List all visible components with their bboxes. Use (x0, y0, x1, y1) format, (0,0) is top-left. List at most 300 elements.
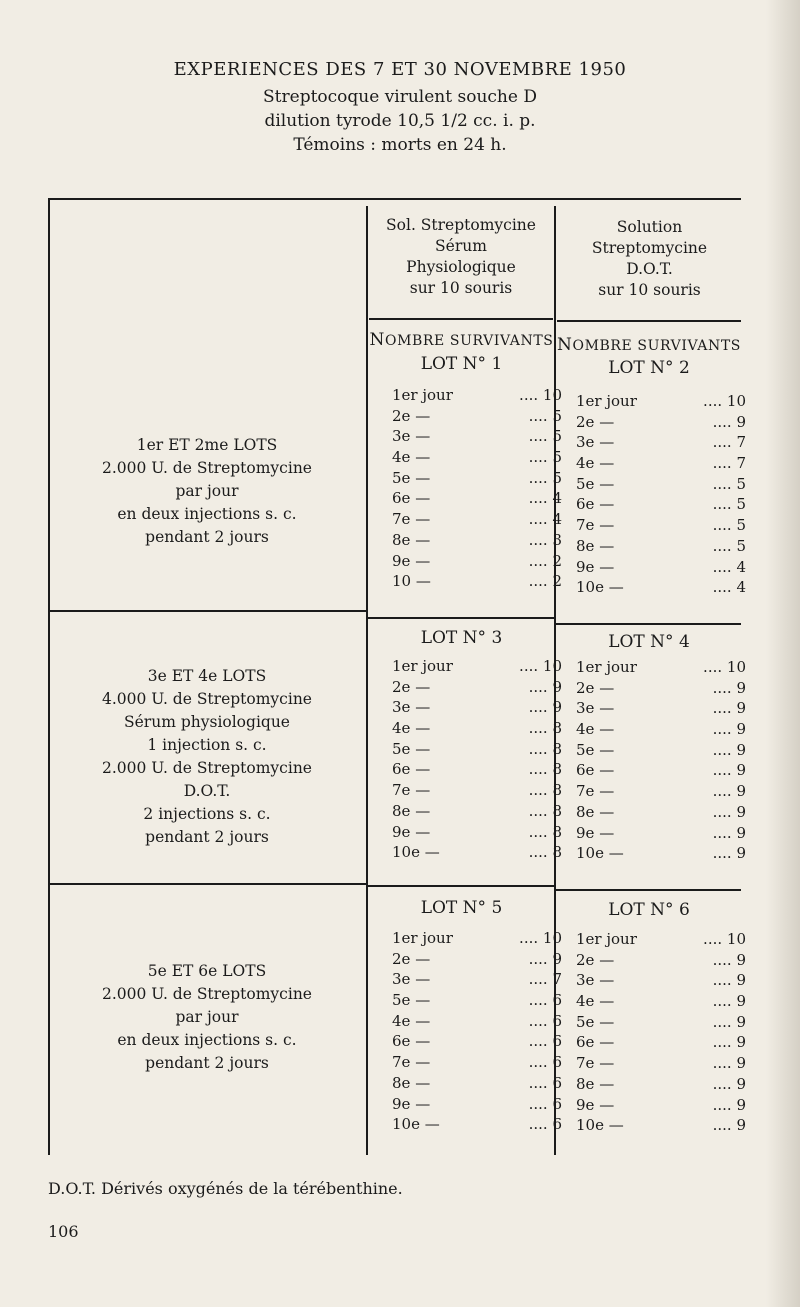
group-desc-line: 2.000 U. de Streptomycine (102, 759, 312, 777)
leader-dots: .... (528, 781, 548, 800)
survivor-count: 9 (736, 1054, 746, 1073)
day-row (392, 822, 562, 843)
lot-3-days (392, 656, 562, 863)
group-desc-line: 5e ET 6e LOTS (147, 962, 267, 980)
group-2-description (48, 665, 366, 849)
leader-dots: .... (712, 495, 732, 514)
column-header-line: Streptomycine (591, 239, 708, 257)
day-label: 10e — (576, 1116, 624, 1135)
leader-dots: .... (528, 1115, 548, 1134)
leader-dots: .... (712, 454, 732, 473)
day-label: 9e — (392, 551, 431, 570)
day-label: 8e — (576, 536, 615, 555)
group-rule-1-mid (368, 617, 554, 619)
day-label: 9e — (576, 823, 615, 842)
ns-rest: OMBRE SURVIVANTS (572, 338, 741, 354)
day-label: 1er jour (392, 386, 453, 404)
day-row (576, 412, 746, 433)
leader-dots: .... (528, 719, 548, 738)
day-label: 6e — (576, 495, 615, 514)
leader-dots: .... (528, 677, 548, 696)
leader-dots: .... (712, 740, 732, 759)
survivor-count: 5 (736, 495, 746, 514)
day-label: 6e — (576, 1033, 615, 1052)
day-label: 7e — (576, 516, 615, 535)
day-row (576, 823, 746, 844)
lot-2-days (576, 391, 746, 598)
day-row (576, 536, 746, 557)
group-desc-line: pendant 2 jours (145, 1054, 269, 1072)
survivor-count: 9 (736, 802, 746, 821)
day-label: 6e — (392, 1032, 431, 1051)
lot-title: LOT N° 2 (608, 358, 690, 378)
survivor-count: 8 (552, 843, 562, 862)
column-header-line: Sérum (435, 237, 487, 255)
survivor-count: 4 (736, 578, 746, 597)
survivor-count: 10 (726, 930, 746, 948)
survivor-count: 9 (736, 1012, 746, 1031)
leader-dots: .... (712, 1012, 732, 1031)
survivor-count: 6 (552, 1094, 562, 1113)
column-header-serum (370, 215, 552, 299)
group-desc-line: 4.000 U. de Streptomycine (102, 690, 312, 708)
day-label: 1er jour (576, 658, 637, 676)
day-row (576, 970, 746, 991)
survivor-count: 9 (736, 699, 746, 718)
day-label: 2e — (576, 678, 615, 697)
day-label: 9e — (392, 822, 431, 841)
survivor-count: 9 (736, 720, 746, 739)
survivor-count: 4 (552, 510, 562, 529)
day-label: 10e — (392, 1115, 440, 1134)
group-desc-line: 3e ET 4e LOTS (147, 667, 267, 685)
survivor-count: 8 (552, 760, 562, 779)
day-row (576, 1095, 746, 1116)
group-desc-line: 2 injections s. c. (143, 805, 271, 823)
survivor-count: 7 (736, 433, 746, 452)
survivor-count: 7 (736, 454, 746, 473)
day-label: 6e — (392, 489, 431, 508)
day-row (392, 780, 562, 801)
day-row (392, 385, 562, 406)
day-label: 2e — (392, 677, 431, 696)
survivor-count: 5 (552, 448, 562, 467)
day-row (576, 950, 746, 971)
experiment-title: EXPERIENCES DES 7 ET 30 NOVEMBRE 1950 (173, 59, 627, 80)
survivor-count: 8 (552, 719, 562, 738)
survivor-count: 5 (552, 468, 562, 487)
leader-dots: .... (528, 572, 548, 591)
day-row (392, 677, 562, 698)
leader-dots: .... (712, 678, 732, 697)
day-row (576, 453, 746, 474)
ns-cap: N (557, 335, 573, 355)
leader-dots: .... (528, 949, 548, 968)
day-label: 7e — (392, 510, 431, 529)
day-row (576, 494, 746, 515)
day-label: 3e — (392, 427, 431, 446)
survivor-count: 9 (736, 1074, 746, 1093)
group-1-description (48, 434, 366, 549)
column-header-line: Sol. Streptomycine (386, 216, 536, 234)
day-row (392, 1094, 562, 1115)
leader-dots: .... (712, 536, 732, 555)
day-label: 3e — (392, 698, 431, 717)
column-header-dot (558, 217, 741, 301)
ns-cap: N (369, 330, 386, 350)
day-label: 4e — (392, 448, 431, 467)
group-desc-line: 2.000 U. de Streptomycine (102, 985, 312, 1003)
group-rule-1-right (556, 623, 741, 625)
survivor-count: 9 (736, 782, 746, 801)
day-label: 5e — (392, 991, 431, 1010)
day-label: 2e — (576, 950, 615, 969)
leader-dots: .... (519, 657, 539, 675)
survivor-count: 4 (736, 557, 746, 576)
day-row (392, 656, 562, 677)
leader-dots: .... (703, 392, 723, 410)
leader-dots: .... (712, 1074, 732, 1093)
leader-dots: .... (528, 1032, 548, 1051)
leader-dots: .... (712, 1033, 732, 1052)
group-desc-line: pendant 2 jours (145, 828, 269, 846)
leader-dots: .... (528, 406, 548, 425)
leader-dots: .... (712, 950, 732, 969)
day-label: 3e — (392, 970, 431, 989)
day-label: 6e — (576, 761, 615, 780)
lot-title: LOT N° 5 (420, 898, 503, 918)
page-edge-shadow (766, 0, 800, 1307)
day-row (392, 509, 562, 530)
column-header-line: D.O.T. (626, 260, 673, 278)
survivor-count: 9 (736, 761, 746, 780)
day-label: 8e — (392, 1073, 431, 1092)
survivor-count: 9 (736, 844, 746, 863)
day-label: 4e — (576, 992, 615, 1011)
leader-dots: .... (528, 1073, 548, 1092)
day-label: 4e — (576, 720, 615, 739)
leader-dots: .... (528, 448, 548, 467)
survivor-count: 6 (552, 1053, 562, 1072)
group-rule-1-left (48, 610, 367, 612)
column-header-line: sur 10 souris (409, 279, 513, 297)
day-row (576, 781, 746, 802)
leader-dots: .... (712, 1116, 732, 1135)
day-row (392, 530, 562, 551)
survivor-count: 8 (552, 781, 562, 800)
leader-dots: .... (528, 843, 548, 862)
lot-4-days (576, 657, 746, 864)
day-row (576, 698, 746, 719)
table-top-rule (48, 198, 741, 200)
lot-title: LOT N° 3 (420, 628, 503, 648)
group-rule-2-left (48, 883, 367, 885)
day-row (392, 406, 562, 427)
survivor-count: 6 (552, 1011, 562, 1030)
nombre-survivants-a (369, 330, 554, 350)
day-label: 2e — (392, 406, 431, 425)
day-row (392, 739, 562, 760)
leader-dots: .... (528, 1053, 548, 1072)
day-label: 8e — (392, 801, 431, 820)
day-row (392, 990, 562, 1011)
day-label: 1er jour (392, 657, 453, 675)
survivor-count: 9 (552, 677, 562, 696)
leader-dots: .... (712, 578, 732, 597)
leader-dots: .... (528, 801, 548, 820)
day-row (392, 842, 562, 863)
day-row (392, 571, 562, 592)
day-label: 1er jour (576, 930, 637, 948)
survivor-count: 8 (552, 739, 562, 758)
group-rule-2-mid (368, 885, 554, 887)
survivor-count: 3 (552, 530, 562, 549)
survivor-count: 10 (726, 658, 746, 676)
survivor-count: 2 (552, 572, 562, 591)
lot-1-days (392, 385, 562, 592)
footnote: D.O.T. Dérivés oxygénés de la térébenthine. (48, 1179, 403, 1198)
leader-dots: .... (712, 720, 732, 739)
leader-dots: .... (712, 1054, 732, 1073)
survivor-count: 5 (552, 427, 562, 446)
survivor-count: 9 (552, 949, 562, 968)
day-label: 5e — (576, 740, 615, 759)
leader-dots: .... (712, 474, 732, 493)
leader-dots: .... (712, 1095, 732, 1114)
day-label: 2e — (392, 949, 431, 968)
survivor-count: 6 (552, 1115, 562, 1134)
day-label: 10e — (576, 578, 624, 597)
leader-dots: .... (528, 551, 548, 570)
day-row (576, 719, 746, 740)
survivor-count: 9 (736, 1116, 746, 1135)
table-mid-rule (366, 206, 368, 1155)
group-3-description (48, 960, 366, 1075)
leader-dots: .... (528, 991, 548, 1010)
day-row (392, 801, 562, 822)
leader-dots: .... (528, 1011, 548, 1030)
group-desc-line: 1er ET 2me LOTS (136, 436, 278, 454)
group-desc-line: Sérum physiologique (124, 713, 290, 731)
day-row (576, 1012, 746, 1033)
day-label: 2e — (576, 412, 615, 431)
leader-dots: .... (712, 433, 732, 452)
day-label: 4e — (392, 1011, 431, 1030)
survivor-count: 9 (736, 740, 746, 759)
day-row (392, 928, 562, 949)
survivor-count: 8 (552, 801, 562, 820)
lot-6-days (576, 929, 746, 1136)
day-label: 7e — (392, 781, 431, 800)
ns-rest: OMBRE SURVIVANTS (385, 333, 554, 349)
day-label: 1er jour (392, 929, 453, 947)
survivor-count: 9 (736, 1095, 746, 1114)
survivor-count: 6 (552, 1032, 562, 1051)
day-label: 9e — (576, 1095, 615, 1114)
day-label: 8e — (576, 1074, 615, 1093)
header-rule-a (369, 318, 553, 320)
header-line-dilution: dilution tyrode 10,5 1/2 cc. i. p. (264, 111, 536, 131)
group-rule-2-right (556, 889, 741, 891)
leader-dots: .... (712, 782, 732, 801)
group-desc-line: D.O.T. (183, 782, 231, 800)
day-row (392, 1073, 562, 1094)
header-line-strain: Streptocoque virulent souche D (263, 87, 537, 107)
header-rule-b (557, 320, 741, 322)
day-label: 3e — (576, 433, 615, 452)
survivor-count: 10 (542, 657, 562, 675)
day-row (576, 1115, 746, 1136)
group-desc-line: en deux injections s. c. (117, 505, 297, 523)
leader-dots: .... (712, 823, 732, 842)
day-label: 7e — (392, 1053, 431, 1072)
survivor-count: 10 (542, 929, 562, 947)
leader-dots: .... (712, 844, 732, 863)
leader-dots: .... (712, 992, 732, 1011)
group-desc-line: 1 injection s. c. (147, 736, 267, 754)
survivor-count: 5 (552, 406, 562, 425)
day-row (392, 488, 562, 509)
page-header (0, 58, 800, 157)
leader-dots: .... (528, 468, 548, 487)
leader-dots: .... (519, 929, 539, 947)
day-row (576, 1032, 746, 1053)
leader-dots: .... (528, 510, 548, 529)
day-row (576, 843, 746, 864)
leader-dots: .... (528, 489, 548, 508)
lot-title: LOT N° 1 (420, 354, 503, 374)
survivor-count: 9 (552, 698, 562, 717)
leader-dots: .... (703, 930, 723, 948)
survivor-count: 9 (736, 678, 746, 697)
day-row (392, 1031, 562, 1052)
day-label: 6e — (392, 760, 431, 779)
survivor-count: 7 (552, 970, 562, 989)
survivor-count: 9 (736, 412, 746, 431)
leader-dots: .... (528, 427, 548, 446)
day-label: 3e — (576, 699, 615, 718)
day-label: 4e — (576, 454, 615, 473)
day-label: 4e — (392, 719, 431, 738)
survivor-count: 8 (552, 822, 562, 841)
survivor-count: 9 (736, 950, 746, 969)
day-row (576, 678, 746, 699)
day-row (576, 760, 746, 781)
day-label: 10e — (392, 843, 440, 862)
day-row (392, 551, 562, 572)
day-label: 9e — (392, 1094, 431, 1113)
day-row (576, 577, 746, 598)
survivor-count: 9 (736, 823, 746, 842)
day-row (392, 468, 562, 489)
day-row (392, 969, 562, 990)
leader-dots: .... (528, 760, 548, 779)
day-row (576, 657, 746, 678)
leader-dots: .... (528, 1094, 548, 1113)
results-table (48, 198, 746, 1155)
day-row (392, 697, 562, 718)
day-row (392, 426, 562, 447)
survivor-count: 6 (552, 991, 562, 1010)
group-desc-line: par jour (175, 1008, 239, 1026)
group-desc-line: en deux injections s. c. (117, 1031, 297, 1049)
survivor-count: 6 (552, 1073, 562, 1092)
day-label: 10e — (576, 844, 624, 863)
column-header-line: sur 10 souris (598, 281, 701, 299)
group-desc-line: par jour (175, 482, 239, 500)
survivor-count: 9 (736, 1033, 746, 1052)
survivor-count: 9 (736, 971, 746, 990)
leader-dots: .... (519, 386, 539, 404)
column-header-line: Solution (616, 218, 683, 236)
leader-dots: .... (528, 530, 548, 549)
survivor-count: 2 (552, 551, 562, 570)
lot-title: LOT N° 6 (608, 900, 690, 920)
survivor-count: 5 (736, 474, 746, 493)
survivor-count: 4 (552, 489, 562, 508)
day-row (392, 1052, 562, 1073)
day-row (576, 557, 746, 578)
day-row (392, 1114, 562, 1135)
day-row (392, 759, 562, 780)
day-row (392, 949, 562, 970)
group-desc-line: pendant 2 jours (145, 528, 269, 546)
day-row (576, 474, 746, 495)
survivor-count: 9 (736, 992, 746, 1011)
group-desc-line: 2.000 U. de Streptomycine (102, 459, 312, 477)
day-label: 10 — (392, 572, 431, 591)
survivor-count: 5 (736, 536, 746, 555)
day-label: 5e — (392, 468, 431, 487)
leader-dots: .... (712, 761, 732, 780)
nombre-survivants-b (557, 335, 741, 355)
day-row (576, 432, 746, 453)
leader-dots: .... (528, 970, 548, 989)
day-label: 5e — (392, 739, 431, 758)
day-row (576, 391, 746, 412)
leader-dots: .... (712, 971, 732, 990)
survivor-count: 5 (736, 516, 746, 535)
column-header-line: Physiologique (406, 258, 516, 276)
leader-dots: .... (712, 802, 732, 821)
leader-dots: .... (712, 557, 732, 576)
day-row (576, 740, 746, 761)
day-row (392, 447, 562, 468)
leader-dots: .... (528, 739, 548, 758)
day-label: 3e — (576, 971, 615, 990)
day-row (576, 1053, 746, 1074)
lot-5-days (392, 928, 562, 1135)
day-label: 1er jour (576, 392, 637, 410)
day-label: 8e — (392, 530, 431, 549)
day-label: 8e — (576, 802, 615, 821)
survivor-count: 10 (726, 392, 746, 410)
day-row (576, 802, 746, 823)
leader-dots: .... (528, 698, 548, 717)
lot-title: LOT N° 4 (608, 632, 690, 652)
leader-dots: .... (528, 822, 548, 841)
day-label: 7e — (576, 1054, 615, 1073)
leader-dots: .... (712, 516, 732, 535)
day-row (576, 1074, 746, 1095)
day-row (392, 1011, 562, 1032)
page-number: 106 (48, 1222, 79, 1241)
day-label: 5e — (576, 1012, 615, 1031)
day-row (576, 515, 746, 536)
day-row (392, 718, 562, 739)
day-row (576, 991, 746, 1012)
leader-dots: .... (712, 699, 732, 718)
